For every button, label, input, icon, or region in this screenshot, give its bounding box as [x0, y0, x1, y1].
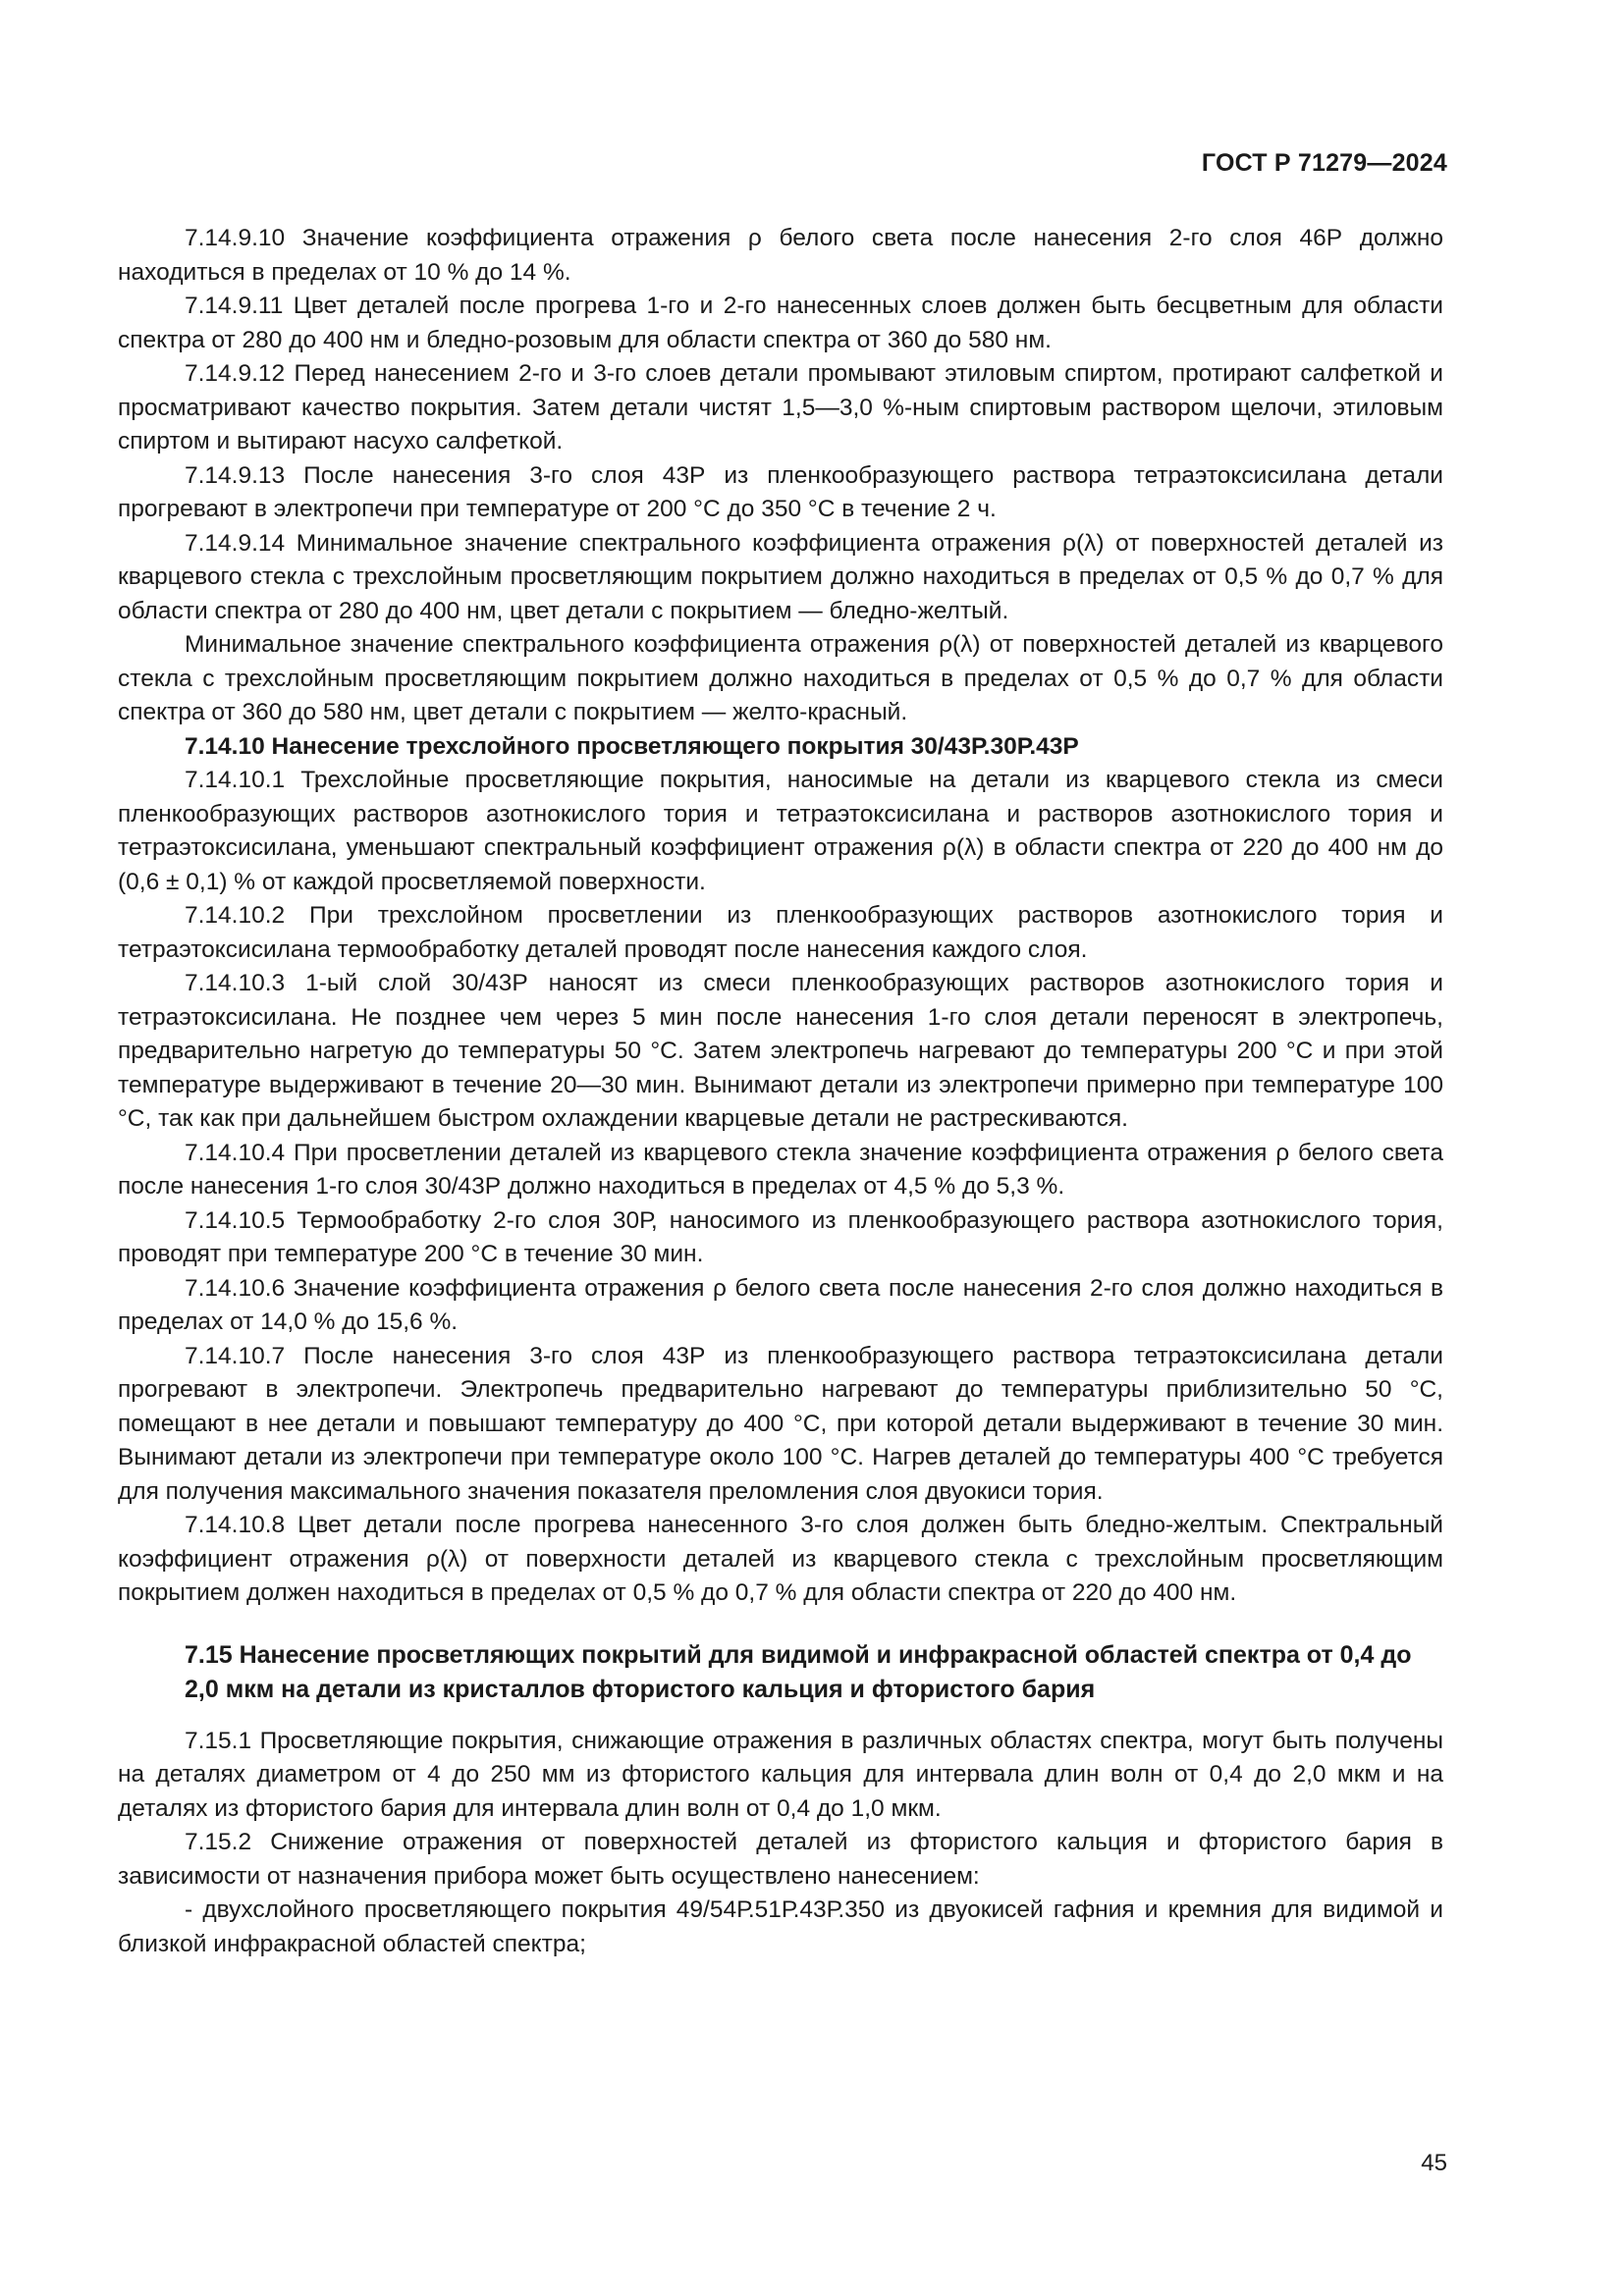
paragraph: 7.14.9.11 Цвет деталей после прогрева 1-го и 2-го нанесенных слоев должен быть бесцветным для области спектра от 280 до 400 нм и бледно-розовым для области спектра от 360 до 580 нм.	[118, 293, 1443, 353]
paragraph: 7.14.9.13 После нанесения 3-го слоя 43Р из пленкообразующего раствора тетраэтоксисилана детали прогревают в электропечи при температуре от 200 °С до 350 °С в течение 2 ч.	[118, 461, 1443, 522]
section-heading: 7.15 Нанесение просветляющих покрытий для видимой и инфракрасной областей спектра от 0,4 до 2,0 мкм на детали из кристаллов фтористого кальция и фтористого бария	[185, 1640, 1412, 1703]
document-body	[118, 222, 1443, 1961]
paragraph: Минимальное значение спектрального коэффициента отражения ρ(λ) от поверхностей деталей из кварцевого стекла с трехслойным просветляющим покрытием должно находиться в пределах от 0,5 % до 0,7 % для области спектра от 360 до 580 нм, цвет детали с покрытием — желто-красный.	[118, 631, 1443, 725]
paragraph: 7.15.2 Снижение отражения от поверхностей деталей из фтористого кальция и фтористого бария в зависимости от назначения прибора может быть осуществлено нанесением:	[118, 1829, 1443, 1890]
paragraph: 7.14.10.8 Цвет детали после прогрева нанесенного 3-го слоя должен быть бледно-желтым. Спектральный коэффициент отражения ρ(λ) от поверхности деталей из кварцевого стекла с трехслойным просветляющим покрытием должен находиться в пределах от 0,5 % до 0,7 % для области спектра от 220 до 400 нм.	[118, 1512, 1443, 1606]
paragraph: 7.14.10.7 После нанесения 3-го слоя 43Р из пленкообразующего раствора тетраэтоксисилана детали прогревают в электропечи. Электропечь предварительно нагревают до температуры приблизительно 50 °С, помещают в нее детали и повышают температуру до 400 °С, при которой детали выдерживают в течение 30 мин. Вынимают детали из электропечи при температуре около 100 °С. Нагрев деталей до температуры 400 °С требуется для получения максимального значения показателя преломления слоя двуокиси тория.	[118, 1342, 1443, 1505]
paragraph: 7.14.10.1 Трехслойные просветляющие покрытия, наносимые на детали из кварцевого стекла из смеси пленкообразующих растворов азотнокислого тория и тетраэтоксисилана и растворов азотнокислого тория и тетраэтоксисилана, уменьшают спектральный коэффициент отражения ρ(λ) в области спектра от 220 до 400 нм до (0,6 ± 0,1) % от каждой просветляемой поверхности.	[118, 767, 1443, 895]
list-item: - двухслойного просветляющего покрытия 49/54Р.51Р.43Р.350 из двуокисей гафния и кремния для видимой и близкой инфракрасной областей спектра;	[118, 1896, 1443, 1957]
page-number: 45	[1421, 2150, 1447, 2176]
paragraph: 7.14.10.4 При просветлении деталей из кварцевого стекла значение коэффициента отражения ρ белого света после нанесения 1-го слоя 30/43Р должно находиться в пределах от 4,5 % до 5,3 %.	[118, 1139, 1443, 1200]
paragraph: 7.14.10.3 1-ый слой 30/43Р наносят из смеси пленкообразующих растворов азотнокислого тория и тетраэтоксисилана. Не позднее чем через 5 мин после нанесения 1-го слоя детали переносят в электропечь, предварительно нагретую до температуры 50 °С. Затем электропечь нагревают до температуры 200 °С и при этой температуре выдерживают в течение 20—30 мин. Вынимают детали из электропечи примерно при температуре 100 °С, так как при дальнейшем быстром охлаждении кварцевые детали не растрескиваются.	[118, 970, 1443, 1132]
standard-designation: ГОСТ Р 71279—2024	[1201, 149, 1447, 177]
paragraph: 7.14.9.14 Минимальное значение спектрального коэффициента отражения ρ(λ) от поверхностей деталей из кварцевого стекла с трехслойным просветляющим покрытием должно находиться в пределах от 0,5 % до 0,7 % для области спектра от 280 до 400 нм, цвет детали с покрытием — бледно-желтый.	[118, 529, 1443, 624]
paragraph: 7.14.9.10 Значение коэффициента отражения ρ белого света после нанесения 2-го слоя 46Р должно находиться в пределах от 10 % до 14 %.	[118, 225, 1443, 286]
paragraph: 7.14.10.6 Значение коэффициента отражения ρ белого света после нанесения 2-го слоя должно находиться в пределах от 14,0 % до 15,6 %.	[118, 1274, 1443, 1335]
paragraph: 7.14.10.2 При трехслойном просветлении из пленкообразующих растворов азотнокислого тория и тетраэтоксисилана термообработку деталей проводят после нанесения каждого слоя.	[118, 902, 1443, 963]
paragraph: 7.14.9.12 Перед нанесением 2-го и 3-го слоев детали промывают этиловым спиртом, протирают салфеткой и просматривают качество покрытия. Затем детали чистят 1,5—3,0 %-ным спиртовым раствором щелочи, этиловым спиртом и вытирают насухо салфеткой.	[118, 360, 1443, 454]
paragraph: 7.14.10.5 Термообработку 2-го слоя 30Р, наносимого из пленкообразующего раствора азотнокислого тория, проводят при температуре 200 °С в течение 30 мин.	[118, 1206, 1443, 1267]
subsection-heading: 7.14.10 Нанесение трехслойного просветляющего покрытия 30/43Р.30Р.43Р	[185, 732, 1079, 760]
paragraph: 7.15.1 Просветляющие покрытия, снижающие отражения в различных областях спектра, могут быть получены на деталях диаметром от 4 до 250 мм из фтористого кальция для интервала длин волн от 0,4 до 2,0 мкм и на деталях из фтористого бария для интервала длин волн от 0,4 до 1,0 мкм.	[118, 1727, 1443, 1822]
